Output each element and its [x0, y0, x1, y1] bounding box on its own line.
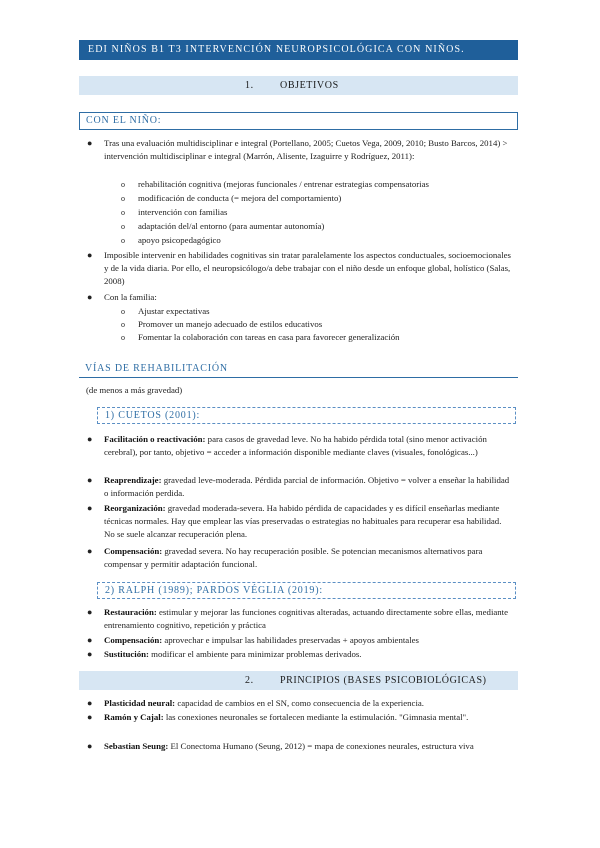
ralph-heading: 2) RALPH (1989); PARDOS VÉGLIA (2019): [97, 582, 516, 599]
list-text: estimular y mejorar las funciones cognitivas alteradas, actuando directamente sobre ellas, mediante entrenamiento cognitivo, repetición y práctica [104, 607, 509, 630]
list-text: gravedad leve-moderada. Pérdida parcial de información. Objetivo = volver a enseñar la habilidad o información perdida. [104, 475, 510, 498]
vias-rehabilitacion-heading: VÍAS DE REHABILITACIÓN [79, 361, 518, 378]
list-term: Reorganización: [104, 503, 166, 513]
list-item [104, 502, 514, 541]
list-item [104, 474, 514, 500]
sub-list-item: intervención con familias [138, 207, 228, 217]
section-title: OBJETIVOS [280, 80, 339, 91]
list-term: Ramón y Cajal: [104, 712, 164, 722]
circle-bullet-icon: o [121, 333, 125, 342]
list-item [104, 433, 514, 459]
list-text: aprovechar e impulsar las habilidades preservadas + apoyos ambientales [162, 635, 419, 645]
list-item: Imposible intervenir en habilidades cognitivas sin tratar paralelamente los aspectos conductuales, socioemocionales y de la vida diaria. Por ello, el neuropsicólogo/a debe trabajar con el niño desde un enfoque global, holístico (Salas, 2008) [104, 250, 511, 286]
list-term: Restauración: [104, 607, 157, 617]
list-term: Plasticidad neural: [104, 698, 176, 708]
list-term: Compensación: [104, 635, 163, 645]
list-term: Sebastian Seung: [104, 741, 169, 751]
list-item: Tras una evaluación multidisciplinar e integral (Portellano, 2005; Cuetos Vega, 2009, 2010; Busto Barcos, 2014) > intervención multidisciplinar e integral (Marrón, Alisente, Izaguirre y Rodríguez, 2011): [104, 138, 508, 161]
list-term: Facilitación o reactivación: [104, 434, 206, 444]
list-item [104, 648, 514, 661]
list-item [104, 545, 514, 571]
list-text: capacidad de cambios en el SN, como consecuencia de la experiencia. [175, 698, 425, 708]
list-term: Reaprendizaje: [104, 475, 162, 485]
sub-list-item: modificación de conducta (= mejora del comportamiento) [138, 193, 342, 203]
bullet-icon: ● [87, 741, 93, 751]
list-item [104, 697, 514, 710]
list-text: gravedad moderada-severa. Ha habido pérdida de capacidades y es difícil enseñarlas mediante técnicas normales. Hay que emplear las vías preservadas o estrategias no habituales para recuperar esa habilidad. No se suele alcanzar recuperación plena. [104, 503, 502, 539]
sub-list-item: Fomentar la colaboración con tareas en casa para favorecer generalización [138, 332, 400, 342]
con-el-nino-heading: CON EL NIÑO: [79, 112, 518, 130]
bullet-icon: ● [87, 503, 93, 513]
list-text: las conexiones neuronales se fortalecen mediante la estimulación. "Gimnasia mental". [163, 712, 469, 722]
circle-bullet-icon: o [121, 320, 125, 329]
list-term: Compensación: [104, 546, 163, 556]
list-text: modificar el ambiente para minimizar problemas derivados. [148, 649, 362, 659]
bullet-icon: ● [87, 635, 93, 645]
list-text: para casos de gravedad leve. No ha habido pérdida total (sino menor activación cerebral), por tanto, objetivo = acceder a información disponible mediante claves (visuales, fonológicas...) [104, 434, 487, 457]
circle-bullet-icon: o [121, 222, 125, 231]
circle-bullet-icon: o [121, 307, 125, 316]
list-item [104, 634, 514, 647]
bullet-icon: ● [87, 138, 93, 148]
sub-list-item: rehabilitación cognitiva (mejoras funcionales / entrenar estrategias compensatorias [138, 179, 429, 189]
bullet-icon: ● [87, 546, 93, 556]
circle-bullet-icon: o [121, 180, 125, 189]
sub-list-item: apoyo psicopedagógico [138, 235, 221, 245]
bullet-icon: ● [87, 250, 93, 260]
document-title: EDI NIÑOS B1 T3 INTERVENCIÓN NEUROPSICOLÓGICA CON NIÑOS. [79, 40, 518, 60]
list-item [104, 711, 514, 724]
sub-list-item: Promover un manejo adecuado de estilos educativos [138, 319, 323, 329]
cuetos-heading: 1) CUETOS (2001): [97, 407, 516, 424]
list-item [104, 606, 514, 632]
bullet-icon: ● [87, 712, 93, 722]
circle-bullet-icon: o [121, 236, 125, 245]
list-term: Sustitución: [104, 649, 149, 659]
circle-bullet-icon: o [121, 208, 125, 217]
circle-bullet-icon: o [121, 194, 125, 203]
bullet-icon: ● [87, 475, 93, 485]
bullet-icon: ● [87, 698, 93, 708]
list-text: El Conectoma Humano (Seung, 2012) = mapa de conexiones neurales, estructura viva [168, 741, 474, 751]
gravity-note: (de menos a más gravedad) [86, 385, 183, 395]
sub-list-item: adaptación del/al entorno (para aumentar autonomía) [138, 221, 325, 231]
sub-list-item: Ajustar expectativas [138, 306, 210, 316]
list-item: Con la familia: [104, 292, 157, 302]
bullet-icon: ● [87, 434, 93, 444]
list-text: gravedad severa. No hay recuperación posible. Se potencian mecanismos alternativos para compensar y permitir adaptación funcional. [104, 546, 483, 569]
section-objetivos-header [79, 76, 518, 95]
list-item [104, 740, 514, 753]
bullet-icon: ● [87, 607, 93, 617]
bullet-icon: ● [87, 649, 93, 659]
section-number: 2. [245, 675, 254, 686]
section-title: PRINCIPIOS (BASES PSICOBIOLÓGICAS) [280, 675, 487, 686]
section-number: 1. [245, 80, 254, 91]
section-principios-header [79, 671, 518, 690]
bullet-icon: ● [87, 292, 93, 302]
